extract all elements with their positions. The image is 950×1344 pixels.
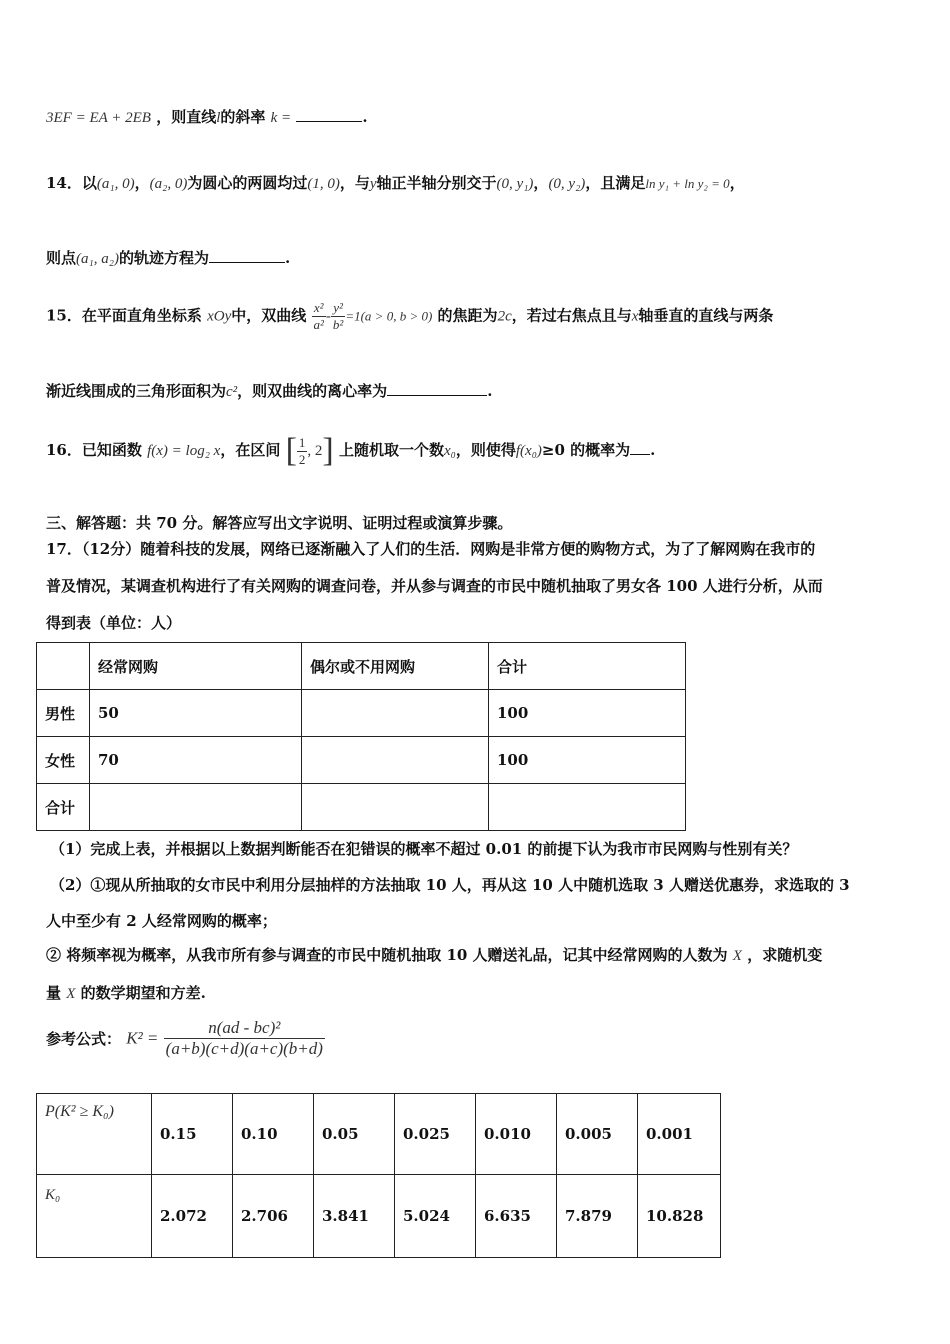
table-header-row: 经常网购 偶尔或不用网购 合计 — [37, 643, 686, 690]
answer-blank — [387, 381, 487, 396]
q17-part2-line2: 人中至少有 2 人经常网购的概率； — [46, 912, 277, 930]
q13-line: 3EF = EA + 2EB ，则直线l的斜率 k = . — [46, 108, 368, 126]
answer-blank — [296, 107, 362, 122]
right-bracket: ] — [322, 432, 334, 469]
fraction-y2-b2: $\frac{\text{y²}}{\text{b²}}$ — [332, 300, 344, 332]
q17-part1: （1）完成上表，并根据以上数据判断能否在犯错误的概率不超过 0.01 的前提下认为我市市民网购与性别有关？ — [50, 840, 798, 858]
q17-line2: 普及情况，某调查机构进行了有关网购的调查问卷，并从参与调查的市民中随机抽取了男女各 100 人进行分析，从而 — [46, 577, 823, 595]
fraction-x2-a2: $\frac{\text{x²}}{\text{a²}}$ — [313, 300, 324, 332]
table-row: 男性 50 100 — [37, 690, 686, 737]
table-row: P(K² ≥ K₀) 0.15 0.10 0.05 0.025 0.010 0.005 0.001 — [37, 1094, 721, 1175]
q17-line1: 17．（12分）随着科技的发展，网络已逐渐融入了人们的生活．网购是非常方便的购物方式，为了了解网购在我市的 — [46, 540, 816, 558]
q13-vector-expr: 3EF = EA + 2EB — [46, 110, 151, 126]
q14-line2: 则点(a₁, a₂)的轨迹方程为 . — [46, 249, 291, 267]
critical-value-table — [36, 1093, 721, 1258]
q17-part2b-line2: 量 X 的数学期望和方差. — [46, 984, 206, 1002]
answer-blank — [630, 440, 650, 455]
answer-blank — [209, 248, 285, 263]
q16-line: 16．已知函数 f(x) = log₂ x，在区间 [ $\frac{1}{2}$ , 2] 上随机取一个数x₀，则使得f(x₀)≥0 的概率为 . — [46, 432, 656, 469]
q17-line3: 得到表（单位：人） — [46, 614, 182, 632]
section-heading: 三、解答题：共 70 分。解答应写出文字说明、证明过程或演算步骤。 — [46, 514, 513, 532]
fraction-half: $\frac{1}{2}$ — [298, 434, 306, 467]
table-row: 合计 — [37, 784, 686, 831]
formula-line: 参考公式： K² = $\frac{\text{n(ad - bc)²}}{(a+b)(c+d)(a+c)(b+d)}$ — [46, 1018, 323, 1058]
left-bracket: [ — [285, 432, 297, 469]
table-row: K₀ 2.072 2.706 3.841 5.024 6.635 7.879 10.828 — [37, 1175, 721, 1258]
q17-part2b-line1: ② 将频率视为概率，从我市所有参与调查的市民中随机抽取 10 人赠送礼品，记其中经常网购的人数为 X ，求随机变 — [46, 946, 823, 964]
chi-square-formula: $\frac{\text{n(ad - bc)²}}{(a+b)(c+d)(a+c)(b+d)}$ — [165, 1018, 323, 1058]
q14-line1: 14．以(a₁, 0)，(a₂, 0)为圆心的两圆均过(1, 0)，与y轴正半轴分别交于(0, y₁)，(0, y₂)，且满足ln y₁ + ln y₂ = 0， — [46, 174, 745, 192]
survey-table — [36, 642, 686, 831]
q15-line2: 渐近线围成的三角形面积为c²，则双曲线的离心率为 . — [46, 382, 493, 400]
q15-line1: 15．在平面直角坐标系 xOy中，双曲线 $\frac{\text{x²}}{\text{a²}}$ - $\frac{\text{y²}}{\text{b²}}$ =1(a > 0, b > 0) 的焦距为2c，若过右焦点且与x轴垂直的直线与两条 — [46, 300, 774, 332]
q17-part2-line1: （2）①现从所抽取的女市民中利用分层抽样的方法抽取 10 人，再从这 10 人中随机选取 3 人赠送优惠券，求选取的 3 — [50, 876, 850, 894]
table-row: 女性 70 100 — [37, 737, 686, 784]
